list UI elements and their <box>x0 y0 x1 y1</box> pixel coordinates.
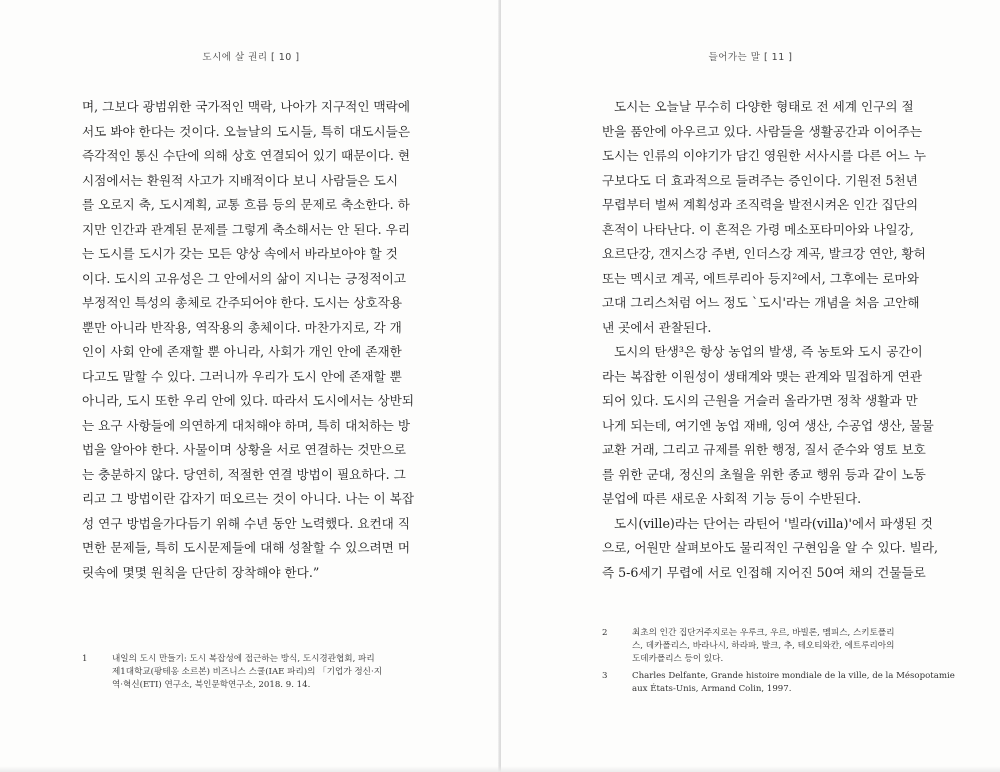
footnote-number: 3 <box>602 671 608 681</box>
footnote-line: aux États-Unis, Armand Colin, 1997. <box>632 684 792 694</box>
footnote-line: 스, 데카폴리스, 바라나시, 하라파, 발크, 추, 테오티와칸, 에트루리아의 <box>632 641 895 651</box>
body-line: 즉 5-6세기 무렵에 서로 인접해 지어진 50여 채의 건물들로 <box>602 564 926 580</box>
body-line: 는 요구 사항들에 의연하게 대처해야 하며, 특히 대처하는 방 <box>82 417 411 433</box>
left-page <box>0 0 499 772</box>
body-line: 또는 멕시코 계곡, 에트루리아 등지²에서, 그후에는 로마와 <box>602 270 919 286</box>
body-line: 릿속에 몇몇 원칙을 단단히 장착해야 한다.” <box>82 564 320 580</box>
footnote-line: 도데카폴리스 등이 있다. <box>632 654 724 664</box>
body-line: 교환 거래, 그리고 규제를 위한 행정, 질서 준수와 영토 보호 <box>602 442 926 457</box>
footnote-line: 제1대학교(팡테옹 소르본) 비즈니스 스쿨(IAE 파리)의 「기업가 정신·지 <box>112 667 383 677</box>
body-line: 법을 알아야 한다. 사물이며 상황을 서로 연결하는 것만으로 <box>82 442 406 457</box>
right-page <box>501 0 1000 772</box>
body-line: 반을 품안에 아우르고 있다. 사람들을 생활공간과 이어주는 <box>602 123 922 139</box>
footnote <box>602 670 955 696</box>
left-body-text <box>82 95 422 585</box>
left-footnotes <box>82 653 422 696</box>
footnote-number: 1 <box>82 654 88 664</box>
body-line: 를 오로지 축, 도시계획, 교통 흐름 등의 문제로 축소한다. 하 <box>82 197 410 212</box>
right-body-text <box>602 95 939 585</box>
right-footnotes <box>602 627 955 700</box>
body-line: 인이 사회 안에 존재할 뿐 아니라, 사회가 개인 안에 존재한 <box>82 344 402 359</box>
body-line: 즉각적인 통신 수단에 의해 상호 연결되어 있기 때문이다. 현 <box>82 148 411 163</box>
body-line: 구보다도 더 효과적으로 들려주는 증인이다. 기원전 5천년 <box>602 172 918 188</box>
left-running-head: 도시에 살 권리 [ 10 ] <box>202 52 300 63</box>
body-line: 고대 그리스처럼 어느 정도 `도시'라는 개념을 처음 고안해 <box>602 295 920 310</box>
body-line: 는 충분하지 않다. 당연히, 적절한 연결 방법이 필요하다. 그 <box>82 466 406 482</box>
body-line: 흔적이 나타난다. 이 흔적은 가령 메소포타미아와 나일강, <box>602 221 914 237</box>
footnote-number: 2 <box>602 628 608 638</box>
footnote <box>602 627 932 666</box>
footnote <box>82 653 422 692</box>
footnote-line: 내일의 도시 만들기: 도시 복잡성에 접근하는 방식, 도시경관협회, 파리 <box>112 654 375 664</box>
body-line: 이다. 도시의 고유성은 그 안에서의 삶이 지니는 긍정적이고 <box>82 270 406 286</box>
body-line: 부정적인 특성의 총체로 간주되어야 한다. 도시는 상호작용 <box>82 295 402 310</box>
footnote-line: 역·혁신(ETI) 연구소, 북인문학연구소, 2018. 9. 14. <box>112 680 311 690</box>
bottom-page-edge <box>0 766 1000 772</box>
body-line: 도시(ville)라는 단어는 라틴어 '빌라(villa)'에서 파생된 것 <box>614 515 933 531</box>
body-line: 다고도 말할 수 있다. 그러니까 우리가 도시 안에 존재할 뿐 <box>82 368 402 384</box>
body-line: 성 연구 방법을가다듬기 위해 수년 동안 노력했다. 요컨대 직 <box>82 515 411 531</box>
body-line: 도시의 탄생³은 항상 농업의 발생, 즉 농토와 도시 공간이 <box>614 344 923 359</box>
body-line: 도시는 오늘날 무수히 다양한 형태로 전 세계 인구의 절 <box>614 99 914 114</box>
body-line: 라는 복잡한 이원성이 생태계와 맺는 관계와 밀접하게 연관 <box>602 368 922 384</box>
body-line: 으로, 어원만 살펴보아도 물리적인 구현임을 알 수 있다. 빌라, <box>602 540 939 555</box>
body-line: 요르단강, 갠지스강 주변, 인더스강 계곡, 발크강 연안, 황허 <box>602 246 926 261</box>
body-line: 분업에 따른 새로운 사회적 기능 등이 수반된다. <box>602 491 862 506</box>
body-line: 시점에서는 환원적 사고가 지배적이다 보니 사람들은 도시 <box>82 172 398 188</box>
body-line: 를 위한 군대, 정신의 초월을 위한 종교 행위 등과 같이 노동 <box>602 466 926 482</box>
footnote-line: 최초의 인간 집단거주지로는 우루크, 우르, 바빌론, 멤피스, 스키토폴리 <box>632 628 895 638</box>
body-line: 면한 문제들, 특히 도시문제들에 대해 성찰할 수 있으려면 머 <box>82 540 411 555</box>
body-line: 뿐만 아니라 반작용, 역작용의 총체이다. 마찬가지로, 각 개 <box>82 319 402 335</box>
footnote-line: Charles Delfante, Grande histoire mondiale de la ville, de la Mésopotamie <box>632 671 955 681</box>
body-line: 지만 인간과 관계된 문제를 그렇게 축소해서는 안 된다. 우리 <box>82 221 411 237</box>
body-line: 는 도시를 도시가 갖는 모든 양상 속에서 바라보아야 할 것 <box>82 246 398 261</box>
body-line: 아니라, 도시 또한 우리 안에 있다. 따라서 도시에서는 상반되 <box>82 393 415 408</box>
body-line: 며, 그보다 광범위한 국가적인 맥락, 나아가 지구적인 맥락에 <box>82 99 411 114</box>
body-line: 서도 봐야 한다는 것이다. 오늘날의 도시들, 특히 대도시들은 <box>82 123 411 139</box>
body-line: 나게 되는데, 여기엔 농업 재배, 잉여 생산, 수공업 생산, 물물 <box>602 417 934 433</box>
right-running-head: 들어가는 말 [ 11 ] <box>708 52 793 63</box>
body-line: 리고 그 방법이란 갑자기 떠오르는 것이 아니다. 나는 이 복잡 <box>82 491 415 506</box>
body-line: 되어 있다. 도시의 근원을 거슬러 올라가면 정착 생활과 만 <box>602 393 918 408</box>
body-line: 무렵부터 벌써 계획성과 조직력을 발전시켜온 인간 집단의 <box>602 197 918 212</box>
body-line: 도시는 인류의 이야기가 담긴 영원한 서사시를 다른 어느 누 <box>602 148 926 163</box>
body-line: 낸 곳에서 관찰된다. <box>602 319 712 335</box>
